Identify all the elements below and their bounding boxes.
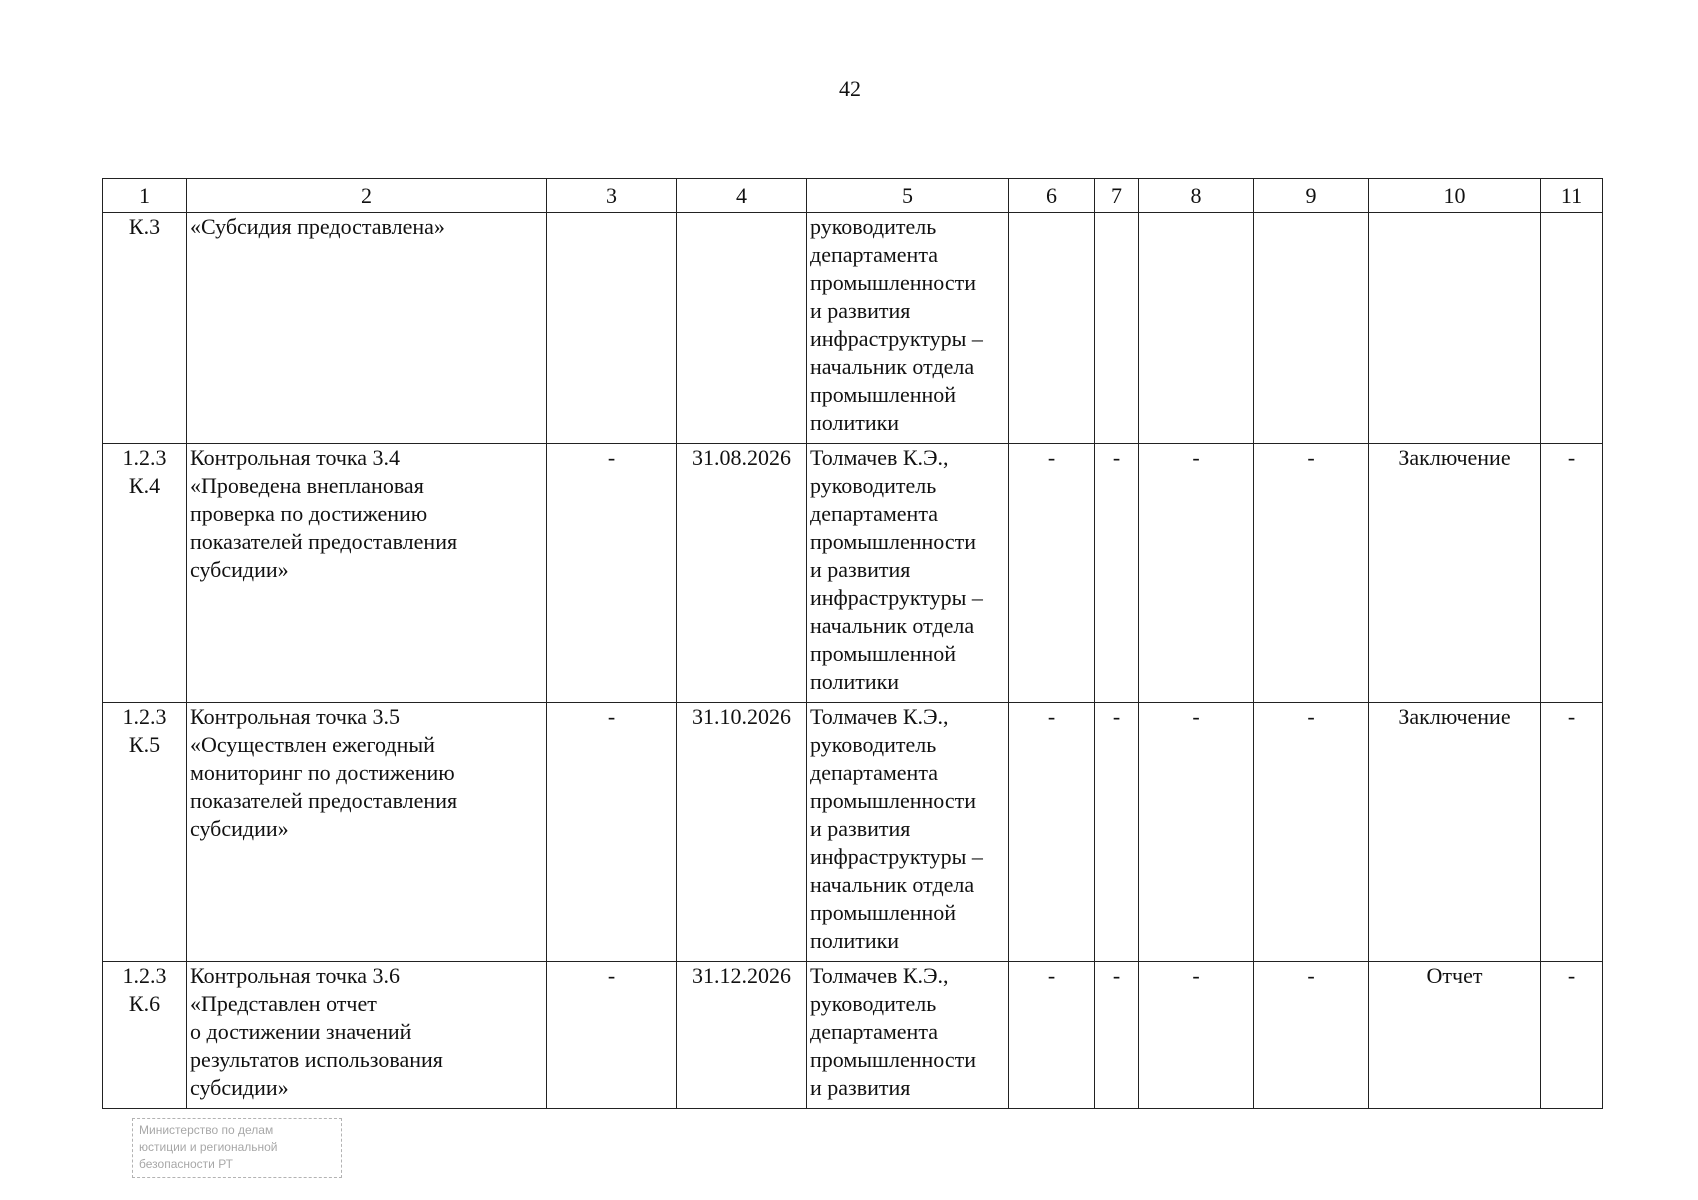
header-row — [103, 179, 1603, 213]
col-8-cell: - — [1139, 444, 1254, 703]
column-number-header: 5 — [807, 179, 1009, 213]
responsible-cell — [807, 962, 1009, 1109]
item-number-cell — [103, 213, 187, 444]
col-11-cell: - — [1541, 703, 1603, 962]
responsible-line: руководитель — [810, 732, 937, 757]
control-point-name-cell — [187, 444, 547, 703]
responsible-line: начальник отдела — [810, 354, 975, 379]
col-7-cell — [1095, 213, 1139, 444]
table-row — [103, 962, 1603, 1109]
control-point-name-cell — [187, 703, 547, 962]
responsible-line: и развития — [810, 298, 911, 323]
column-number-header: 4 — [677, 179, 807, 213]
stamp-line: Министерство по делам — [139, 1123, 274, 1137]
col-8-cell: - — [1139, 703, 1254, 962]
responsible-cell — [807, 703, 1009, 962]
column-number-header: 8 — [1139, 179, 1254, 213]
responsible-line: Толмачев К.Э., — [810, 963, 949, 988]
col-8-cell — [1139, 213, 1254, 444]
item-number: К.3 — [128, 214, 161, 239]
responsible-line: промышленной — [810, 641, 957, 666]
responsible-line: департамента — [810, 760, 938, 785]
item-number: 1.2.3 — [122, 704, 167, 729]
stamp-line: безопасности РТ — [139, 1157, 233, 1171]
responsible-line: и развития — [810, 557, 911, 582]
col-7-cell: - — [1095, 703, 1139, 962]
column-number-header: 11 — [1541, 179, 1603, 213]
responsible-line: департамента — [810, 242, 938, 267]
name-line: о достижении значений — [190, 1019, 412, 1044]
item-number-cell — [103, 444, 187, 703]
col-6-cell — [1009, 213, 1095, 444]
col-11-cell: - — [1541, 444, 1603, 703]
start-date-cell: - — [547, 444, 677, 703]
start-date-cell — [547, 213, 677, 444]
document-type-cell: Отчет — [1369, 962, 1541, 1109]
col-11-cell — [1541, 213, 1603, 444]
responsible-line: инфраструктуры – — [810, 326, 983, 351]
item-number-cell — [103, 703, 187, 962]
name-line: субсидии» — [190, 557, 289, 582]
end-date-cell — [677, 213, 807, 444]
responsible-line: политики — [810, 669, 900, 694]
col-6-cell: - — [1009, 444, 1095, 703]
name-line: показателей предоставления — [190, 529, 458, 554]
end-date-cell: 31.12.2026 — [677, 962, 807, 1109]
responsible-line: политики — [810, 928, 900, 953]
col-8-cell: - — [1139, 962, 1254, 1109]
document-type-cell — [1369, 213, 1541, 444]
responsible-line: инфраструктуры – — [810, 585, 983, 610]
col-9-cell: - — [1254, 703, 1369, 962]
responsible-line: и развития — [810, 1075, 911, 1100]
responsible-line: промышленной — [810, 900, 957, 925]
responsible-line: промышленности — [810, 529, 976, 554]
col-7-cell: - — [1095, 962, 1139, 1109]
end-date-cell: 31.10.2026 — [677, 703, 807, 962]
item-number: К.4 — [128, 473, 161, 498]
item-number-cell — [103, 962, 187, 1109]
col-6-cell: - — [1009, 703, 1095, 962]
item-number: 1.2.3 — [122, 963, 167, 988]
name-line: проверка по достижению — [190, 501, 428, 526]
name-line: показателей предоставления — [190, 788, 458, 813]
table-row — [103, 703, 1603, 962]
table-row — [103, 213, 1603, 444]
responsible-line: промышленной — [810, 382, 957, 407]
name-line: мониторинг по достижению — [190, 760, 455, 785]
name-line: Контрольная точка 3.5 — [190, 704, 401, 729]
column-number-header: 10 — [1369, 179, 1541, 213]
col-9-cell: - — [1254, 444, 1369, 703]
start-date-cell: - — [547, 962, 677, 1109]
control-point-name-cell — [187, 213, 547, 444]
col-6-cell: - — [1009, 962, 1095, 1109]
end-date-cell: 31.08.2026 — [677, 444, 807, 703]
column-number-header: 7 — [1095, 179, 1139, 213]
column-number-header: 3 — [547, 179, 677, 213]
col-11-cell: - — [1541, 962, 1603, 1109]
table-row — [103, 444, 1603, 703]
responsible-line: руководитель — [810, 991, 937, 1016]
responsible-line: департамента — [810, 501, 938, 526]
column-number-header: 1 — [103, 179, 187, 213]
name-line: субсидии» — [190, 1075, 289, 1100]
responsible-line: промышленности — [810, 788, 976, 813]
item-number: К.6 — [128, 991, 161, 1016]
column-number-header: 2 — [187, 179, 547, 213]
responsible-line: политики — [810, 410, 900, 435]
document-type-cell: Заключение — [1369, 444, 1541, 703]
name-line: «Осуществлен ежегодный — [190, 732, 435, 757]
responsible-line: руководитель — [810, 473, 937, 498]
responsible-line: инфраструктуры – — [810, 844, 983, 869]
name-line: субсидии» — [190, 816, 289, 841]
name-line: Контрольная точка 3.4 — [190, 445, 401, 470]
name-line: «Субсидия предоставлена» — [190, 214, 445, 239]
name-line: Контрольная точка 3.6 — [190, 963, 401, 988]
name-line: результатов использования — [190, 1047, 443, 1072]
item-number: 1.2.3 — [122, 445, 167, 470]
ministry-stamp — [132, 1118, 342, 1178]
responsible-line: и развития — [810, 816, 911, 841]
responsible-line: департамента — [810, 1019, 938, 1044]
control-points-table — [102, 178, 1603, 1109]
responsible-line: начальник отдела — [810, 872, 975, 897]
column-number-header: 6 — [1009, 179, 1095, 213]
document-type-cell: Заключение — [1369, 703, 1541, 962]
stamp-line: юстиции и региональной — [139, 1140, 278, 1154]
control-point-name-cell — [187, 962, 547, 1109]
responsible-line: руководитель — [810, 214, 937, 239]
responsible-line: промышленности — [810, 1047, 976, 1072]
responsible-line: Толмачев К.Э., — [810, 445, 949, 470]
responsible-cell — [807, 213, 1009, 444]
responsible-line: Толмачев К.Э., — [810, 704, 949, 729]
col-9-cell — [1254, 213, 1369, 444]
name-line: «Представлен отчет — [190, 991, 377, 1016]
col-9-cell: - — [1254, 962, 1369, 1109]
start-date-cell: - — [547, 703, 677, 962]
page-number: 42 — [839, 76, 861, 101]
col-7-cell: - — [1095, 444, 1139, 703]
column-number-header: 9 — [1254, 179, 1369, 213]
name-line: «Проведена внеплановая — [190, 473, 424, 498]
responsible-line: промышленности — [810, 270, 976, 295]
item-number: К.5 — [128, 732, 161, 757]
responsible-cell — [807, 444, 1009, 703]
responsible-line: начальник отдела — [810, 613, 975, 638]
